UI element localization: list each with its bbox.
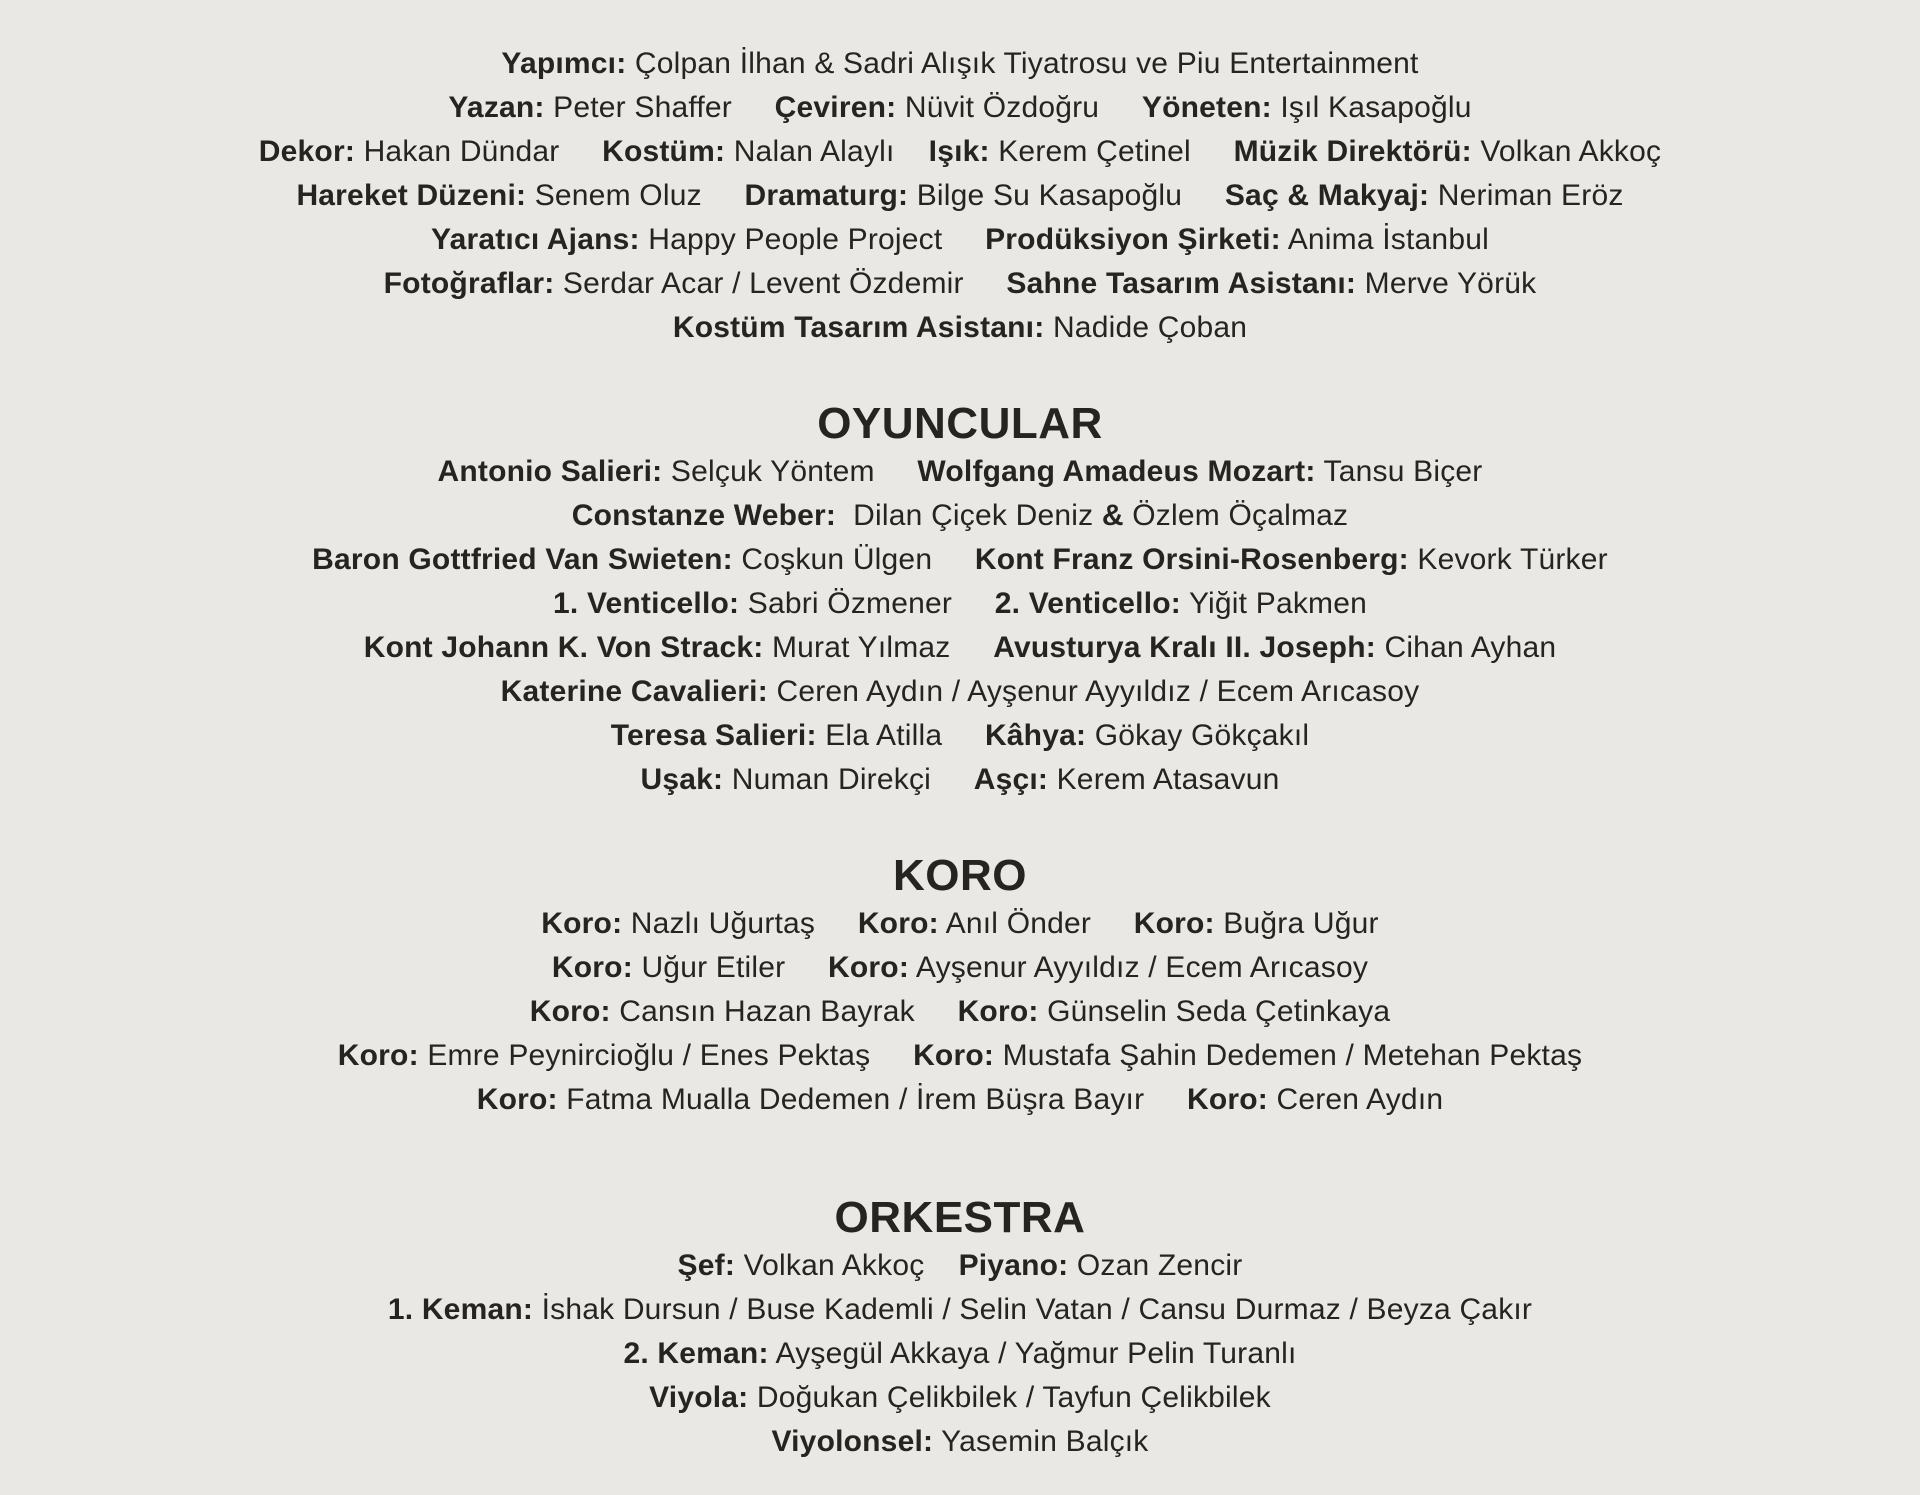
credit-line [0, 1332, 1920, 1376]
credit-value: Hakan Dündar [355, 135, 603, 168]
credit-value: Mustafa Şahin Dedemen / Metehan Pektaş [994, 1039, 1583, 1072]
credit-label: Koro: [913, 1039, 995, 1072]
credit-label: Çeviren: [774, 91, 897, 124]
credit-label: Koro: [957, 995, 1039, 1028]
credit-label: Piyano: [958, 1249, 1069, 1282]
credit-label: Katerine Cavalieri: [500, 675, 768, 708]
credit-label: Baron Gottfried Van Swieten: [312, 543, 733, 576]
credit-label: Viyolonsel: [771, 1425, 934, 1458]
credit-value: Murat Yılmaz [763, 631, 994, 664]
credit-label: Koro: [337, 1039, 419, 1072]
credit-label: Constanze Weber: [571, 499, 837, 532]
credit-line [0, 758, 1920, 802]
credit-value: Yiğit Pakmen [1180, 587, 1367, 620]
credit-line [0, 1078, 1920, 1122]
credit-label: Saç & Makyaj: [1224, 179, 1430, 212]
credit-value: Cihan Ayhan [1375, 631, 1557, 664]
credit-line [0, 218, 1920, 262]
credit-label: Prodüksiyon Şirketi: [985, 223, 1281, 256]
credit-label: 2. Keman: [623, 1337, 769, 1370]
credit-label: Kont Johann K. Von Strack: [363, 631, 764, 664]
credit-label: Hareket Düzeni: [296, 179, 527, 212]
credit-label: Avusturya Kralı II. Joseph: [993, 631, 1376, 664]
credit-value: Senem Oluz [526, 179, 745, 212]
credit-value: Sabri Özmener [739, 587, 995, 620]
credit-label: Dramaturg: [744, 179, 909, 212]
credit-label: Kostüm Tasarım Asistanı: [672, 311, 1045, 344]
credit-label: Yaratıcı Ajans: [431, 223, 640, 256]
credit-value: Kerem Atasavun [1048, 763, 1280, 796]
credit-label: Teresa Salieri: [610, 719, 817, 752]
credit-value: Ayşenur Ayyıldız / Ecem Arıcasoy [909, 951, 1369, 984]
credit-line [0, 1244, 1920, 1288]
credit-label: Dekor: [258, 135, 356, 168]
credit-label: Yapımcı: [501, 47, 627, 80]
credit-label: Kâhya: [984, 719, 1087, 752]
credit-value: Coşkun Ülgen [732, 543, 975, 576]
credit-value: Ayşegül Akkaya / Yağmur Pelin Turanlı [768, 1337, 1297, 1370]
credit-label: Viyola: [649, 1381, 749, 1414]
credit-line [0, 946, 1920, 990]
credit-line [0, 538, 1920, 582]
credit-value: Volkan Akkoç [1471, 135, 1662, 168]
credit-label: 2. Venticello: [994, 587, 1181, 620]
credit-value: Cansın Hazan Bayrak [610, 995, 958, 1028]
credit-value: Ela Atilla [816, 719, 985, 752]
cast-section-heading: OYUNCULAR [817, 399, 1103, 448]
credit-value: Buğra Uğur [1214, 907, 1379, 940]
credit-line [0, 1376, 1920, 1420]
choir-credits-section [0, 902, 1920, 1122]
credit-value: Happy People Project [639, 223, 986, 256]
credit-label: Müzik Direktörü: [1233, 135, 1472, 168]
credit-line [0, 86, 1920, 130]
credit-label: Koro: [1186, 1083, 1268, 1116]
credit-label: Kostüm: [602, 135, 726, 168]
credit-value: Selçuk Yöntem [662, 455, 918, 488]
credit-label: Koro: [529, 995, 611, 1028]
credit-label: Kont Franz Orsini-Rosenberg: [974, 543, 1409, 576]
credit-value: Volkan Akkoç [735, 1249, 959, 1282]
credit-value: Uğur Etiler [632, 951, 829, 984]
credit-value: Ceren Aydın / Ayşenur Ayyıldız / Ecem Arıcasoy [767, 675, 1420, 708]
credit-value: Fatma Mualla Dedemen / İrem Büşra Bayır [557, 1083, 1187, 1116]
credit-line [0, 42, 1920, 86]
credit-value: Merve Yörük [1356, 267, 1537, 300]
credit-value: Yasemin Balçık [933, 1425, 1149, 1458]
credit-label: Şef: [677, 1249, 736, 1282]
credit-line [0, 1034, 1920, 1078]
credit-label: Wolfgang Amadeus Mozart: [917, 455, 1316, 488]
credit-label: 1. Keman: [387, 1293, 534, 1326]
credit-label: Koro: [1133, 907, 1215, 940]
credit-value: Ceren Aydın [1267, 1083, 1444, 1116]
credit-label: Koro: [476, 1083, 558, 1116]
credit-value: Doğukan Çelikbilek / Tayfun Çelikbilek [748, 1381, 1271, 1414]
credit-label: Fotoğraflar: [383, 267, 555, 300]
credit-value: Nazlı Uğurtaş [622, 907, 858, 940]
orchestra-credits-section [0, 1244, 1920, 1464]
credit-label: Aşçı: [973, 763, 1049, 796]
credit-value: Özlem Öçalmaz [1123, 499, 1349, 532]
orchestra-section-heading: ORKESTRA [834, 1193, 1086, 1242]
credit-value: Anıl Önder [938, 907, 1134, 940]
credit-label: Koro: [541, 907, 623, 940]
credit-line [0, 174, 1920, 218]
credit-line [0, 494, 1920, 538]
credit-line [0, 130, 1920, 174]
credit-line [0, 990, 1920, 1034]
credit-line [0, 626, 1920, 670]
credit-label: Sahne Tasarım Asistanı: [1006, 267, 1357, 300]
credit-value: Serdar Acar / Levent Özdemir [554, 267, 1007, 300]
credit-value: Işıl Kasapoğlu [1271, 91, 1472, 124]
credit-line [0, 714, 1920, 758]
credit-line [0, 670, 1920, 714]
credit-value: Nüvit Özdoğru [896, 91, 1142, 124]
credit-value: Emre Peynircioğlu / Enes Pektaş [418, 1039, 914, 1072]
production-credits-section [0, 42, 1920, 350]
credit-label: Uşak: [640, 763, 724, 796]
credit-value: Kerem Çetinel [989, 135, 1234, 168]
credit-line [0, 1288, 1920, 1332]
credit-label: Koro: [551, 951, 633, 984]
credit-value: Peter Shaffer [544, 91, 775, 124]
credit-label: Işık: [928, 135, 990, 168]
credit-value: Kevork Türker [1408, 543, 1608, 576]
credit-line [0, 582, 1920, 626]
credit-value: İshak Dursun / Buse Kademli / Selin Vatan / Cansu Durmaz / Beyza Çakır [533, 1293, 1533, 1326]
credit-label: Koro: [857, 907, 939, 940]
credit-value: Dilan Çiçek Deniz [836, 499, 1102, 532]
credit-label: Koro: [828, 951, 910, 984]
credit-line [0, 306, 1920, 350]
credit-label: & [1101, 499, 1124, 532]
credit-value: Gökay Gökçakıl [1086, 719, 1310, 752]
cast-credits-section [0, 450, 1920, 802]
credit-value: Ozan Zencir [1068, 1249, 1243, 1282]
credit-label: Yöneten: [1141, 91, 1272, 124]
credit-label: Yazan: [448, 91, 545, 124]
credit-value: Bilge Su Kasapoğlu [908, 179, 1225, 212]
credit-value: Çolpan İlhan & Sadri Alışık Tiyatrosu ve Piu Entertainment [626, 47, 1419, 80]
credit-value: Nalan Alaylı [725, 135, 929, 168]
credit-value: Anima İstanbul [1280, 223, 1489, 256]
credit-line [0, 902, 1920, 946]
credit-line [0, 262, 1920, 306]
credit-line [0, 450, 1920, 494]
credit-line [0, 1420, 1920, 1464]
credit-value: Neriman Eröz [1429, 179, 1624, 212]
credit-value: Günselin Seda Çetinkaya [1038, 995, 1391, 1028]
credit-value: Numan Direkçi [723, 763, 974, 796]
credit-value: Tansu Biçer [1315, 455, 1483, 488]
credit-label: 1. Venticello: [553, 587, 740, 620]
credit-label: Antonio Salieri: [437, 455, 663, 488]
choir-section-heading: KORO [893, 851, 1027, 900]
credit-value: Nadide Çoban [1044, 311, 1248, 344]
